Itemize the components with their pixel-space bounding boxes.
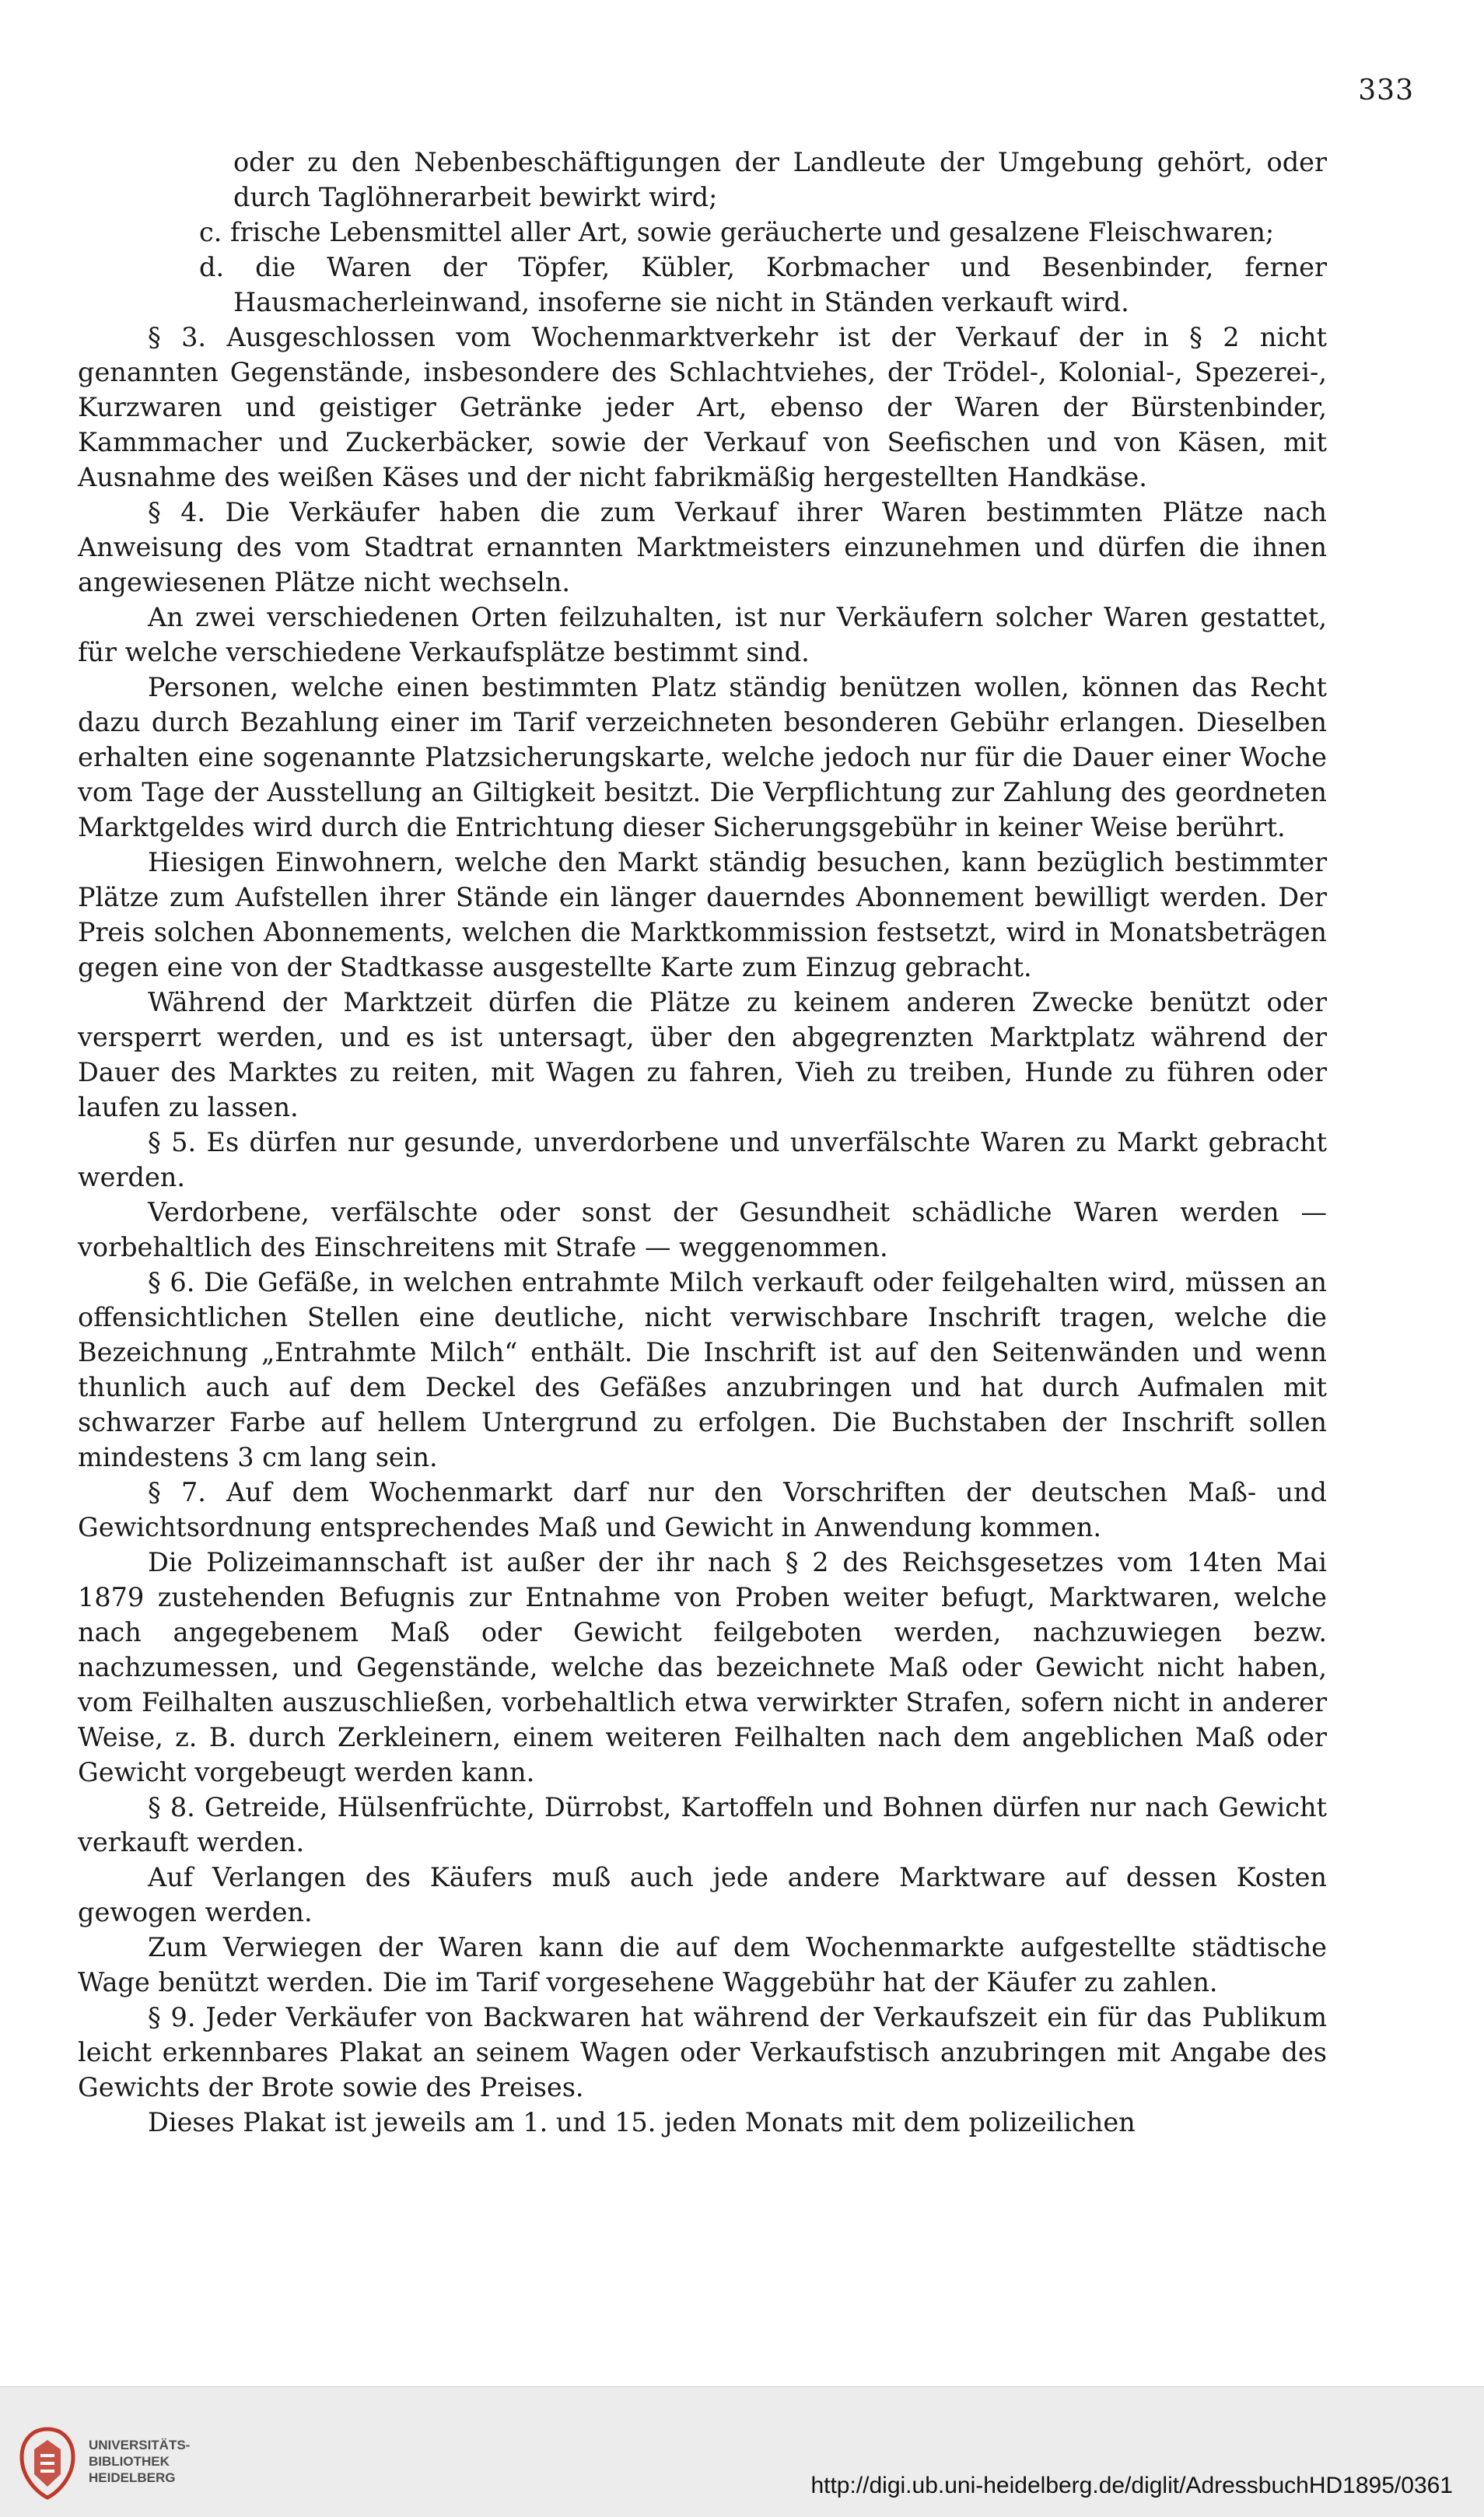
paragraph: Personen, welche einen bestimmten Platz ständig benützen wollen, können das Recht dazu durch Bezahlung einer im Tarif verzeichneten besonderen Gebühr erlangen. Dieselben erhalten eine sogenannte Platzsicherungskarte, welche jedoch nur für die Dauer einer Woche vom Tage der Ausstellung an Giltigkeit besitzt. Die Verpflichtung zur Zahlung des geordneten Marktgeldes wird durch die Entrichtung dieser Sicherungsgebühr in keiner Weise berührt.: [78, 672, 1327, 842]
section-9: § 9. Jeder Verkäufer von Backwaren hat während der Verkaufszeit ein für das Publikum leicht erkennbares Plakat an seinem Wagen oder Verkaufstisch anzubringen mit Angabe des Gewichts der Brote sowie des Preises.: [78, 2002, 1327, 2102]
logo-text: [89, 2437, 190, 2486]
section-5: § 5. Es dürfen nur gesunde, unverdorbene und unverfälschte Waren zu Markt gebracht werden.: [78, 1127, 1327, 1192]
section-4: § 4. Die Verkäufer haben die zum Verkauf ihrer Waren bestimmten Plätze nach Anweisung des vom Stadtrat ernannten Marktmeisters einzunehmen und dürfen die ihnen angewiesenen Plätze nicht wechseln.: [78, 497, 1327, 597]
logo-line: HEIDELBERG: [89, 2470, 176, 2485]
paragraph: Verdorbene, verfälschte oder sonst der Gesundheit schädliche Waren werden — vorbehaltlich des Einschreitens mit Strafe — weggenommen.: [78, 1197, 1327, 1262]
footer-bar: [0, 2386, 1484, 2517]
university-seal-icon: [17, 2426, 78, 2501]
list-item-c: c. frische Lebensmittel aller Art, sowie geräucherte und gesalzene Fleischwaren;: [199, 217, 1275, 247]
paragraph: Hiesigen Einwohnern, welche den Markt ständig besuchen, kann bezüglich bestimmter Plätze zum Aufstellen ihrer Stände ein länger dauerndes Abonnement bewilligt werden. Der Preis solchen Abonnements, welchen die Marktkommission festsetzt, wird in Monatsbeträgen gegen eine von der Stadtkasse ausgestellte Karte zum Einzug gebracht.: [78, 847, 1327, 982]
paragraph: An zwei verschiedenen Orten feilzuhalten, ist nur Verkäufern solcher Waren gestattet, für welche verschiedene Verkaufsplätze bestimmt sind.: [78, 602, 1327, 667]
permalink-url[interactable]: http://digi.ub.uni-heidelberg.de/diglit/AdressbuchHD1895/0361: [810, 2473, 1453, 2498]
library-logo[interactable]: [17, 2426, 219, 2504]
document-body: [78, 145, 1327, 2140]
logo-line: UNIVERSITÄTS-: [89, 2438, 191, 2452]
paragraph: Zum Verwiegen der Waren kann die auf dem Wochenmarkte aufgestellte städtische Wage benützt werden. Die im Tarif vorgesehene Waggebühr hat der Käufer zu zahlen.: [78, 1932, 1327, 1997]
paragraph: oder zu den Nebenbeschäftigungen der Landleute der Umgebung gehört, oder durch Taglöhnerarbeit bewirkt wird;: [233, 147, 1327, 212]
page-number: 333: [1358, 75, 1414, 107]
section-8: § 8. Getreide, Hülsenfrüchte, Dürrobst, Kartoffeln und Bohnen dürfen nur nach Gewicht verkauft werden.: [78, 1792, 1327, 1857]
list-item-d: d. die Waren der Töpfer, Kübler, Korbmacher und Besenbinder, ferner Hausmacherleinwand, insoferne sie nicht in Ständen verkauft wird.: [199, 252, 1327, 317]
paragraph: Während der Marktzeit dürfen die Plätze zu keinem anderen Zwecke benützt oder versperrt werden, und es ist untersagt, über den abgegrenzten Marktplatz während der Dauer des Marktes zu reiten, mit Wagen zu fahren, Vieh zu treiben, Hunde zu führen oder laufen zu lassen.: [78, 987, 1327, 1122]
logo-line: BIBLIOTHEK: [89, 2454, 170, 2469]
paragraph: Dieses Plakat ist jeweils am 1. und 15. jeden Monats mit dem polizeilichen: [148, 2107, 1136, 2137]
paragraph: Die Polizeimannschaft ist außer der ihr nach § 2 des Reichsgesetzes vom 14ten Mai 1879 zustehenden Befugnis zur Entnahme von Proben weiter befugt, Marktwaren, welche nach angegebenem Maß oder Gewicht feilgeboten werden, nachzuwiegen bezw. nachzumessen, und Gegenstände, welche das bezeichnete Maß oder Gewicht nicht haben, vom Feilhalten auszuschließen, vorbehaltlich etwa verwirkter Strafen, sofern nicht in anderer Weise, z. B. durch Zerkleinern, einem weiteren Feilhalten nach dem angeblichen Maß oder Gewicht vorgebeugt werden kann.: [78, 1547, 1327, 1787]
section-3: § 3. Ausgeschlossen vom Wochenmarktverkehr ist der Verkauf der in § 2 nicht genannten Gegenstände, insbesondere des Schlachtviehes, der Trödel-, Kolonial-, Spezerei-, Kurzwaren und geistiger Getränke jeder Art, ebenso der Waren der Bürstenbinder, Kammmacher und Zuckerbäcker, sowie der Verkauf von Seefischen und von Käsen, mit Ausnahme des weißen Käses und der nicht fabrikmäßig hergestellten Handkäse.: [78, 322, 1327, 492]
paragraph: Auf Verlangen des Käufers muß auch jede andere Marktware auf dessen Kosten gewogen werden.: [78, 1862, 1327, 1927]
section-7: § 7. Auf dem Wochenmarkt darf nur den Vorschriften der deutschen Maß- und Gewichtsordnung entsprechendes Maß und Gewicht in Anwendung kommen.: [78, 1477, 1327, 1542]
section-6: § 6. Die Gefäße, in welchen entrahmte Milch verkauft oder feilgehalten wird, müssen an offensichtlichen Stellen eine deutliche, nicht verwischbare Inschrift tragen, welche die Bezeichnung „Entrahmte Milch“ enthält. Die Inschrift ist auf den Seitenwänden und wenn thunlich auch auf dem Deckel des Gefäßes anzubringen und hat durch Aufmalen mit schwarzer Farbe auf hellem Untergrund zu erfolgen. Die Buchstaben der Inschrift sollen mindestens 3 cm lang sein.: [78, 1267, 1327, 1472]
